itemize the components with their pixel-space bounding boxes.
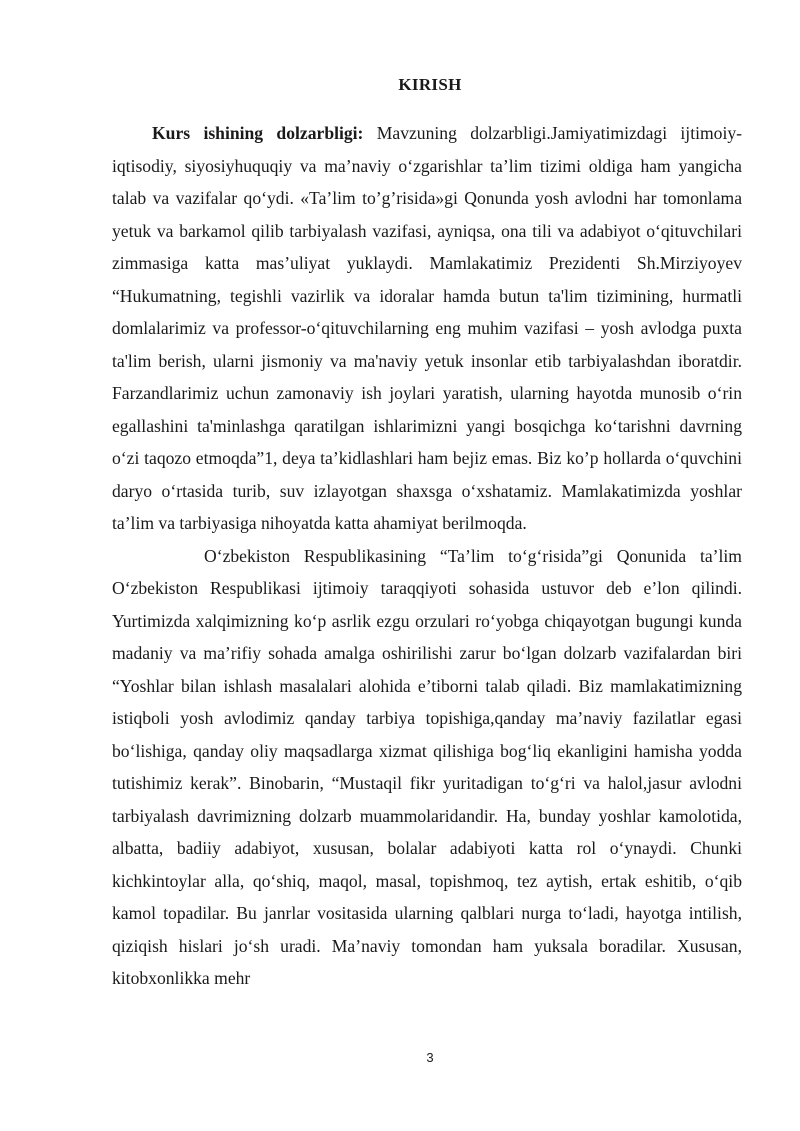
page-number: 3 (426, 1050, 434, 1065)
relevance-paragraph-text: Mavzuning dolzarbligi.Jamiyatimizdagi ijtimoiy-iqtisodiy, siyosiyhuquqiy va ma’naviy o‘zgarishlar ta’lim tizimi oldiga ham yangicha talab va vazifalar qo‘ydi. «Ta’lim to’g’risida»gi Qonunda yosh avlodni har tomonlama yetuk va barkamol qilib tarbiyalash vazifasi, ayniqsa, ona tili va adabiyot o‘qituvchilari zimmasiga katta mas’uliyat yuklaydi. Mamlakatimiz Prezidenti Sh.Mirziyoyev “Hukumatning, tegishli vazirlik va idoralar hamda butun ta'lim tizimining, hurmatli domlalarimiz va professor-o‘qituvchilarning eng muhim vazifasi – yosh avlodga puxta ta'lim berish, ularni jismoniy va ma'naviy yetuk insonlar etib tarbiyalashdan iboratdir. Farzandlarimiz uchun zamonaviy ish joylari yaratish, ularning hayotda munosib o‘rin egallashini ta'minlashga qaratilgan ishlarimizni yangi bosqichga ko‘tarishni davrning o‘zi taqozo etmoqda”1, deya ta’kidlashlari ham bejiz emas. Biz ko’p hollarda o‘quvchini daryo o‘rtasida turib, suv izlayotgan shaxsga o‘xshatamiz. Mamlakatimizda yoshlar ta’lim va tarbiyasiga nihoyatda katta ahamiyat berilmoqda. (112, 123, 742, 533)
paragraph-relevance (112, 117, 742, 540)
page-title: KIRISH (398, 75, 462, 94)
paragraph-education-law: O‘zbekiston Respublikasining “Ta’lim to‘g‘risida”gi Qonunida ta’lim O‘zbekiston Respublikasi ijtimoiy taraqqiyoti sohasida ustuvor deb e’lon qilindi. Yurtimizda xalqimizning ko‘p asrlik ezgu orzulari ro‘yobga chiqayotgan bugungi kunda madaniy va ma’rifiy sohada amalga oshirilishi zarur bo‘lgan dolzarb vazifalardan biri “Yoshlar bilan ishlash masalalari alohida e’tiborni talab qiladi. Biz mamlakatimizning istiqboli yosh avlodimiz qanday tarbiya topishiga,qanday ma’naviy fazilatlar egasi bo‘lishiga, qanday oliy maqsadlarga xizmat qilishiga bog‘liq ekanligini hamisha yodda tutishimiz kerak”. Binobarin, “Mustaqil fikr yuritadigan to‘g‘ri va halol,jasur avlodni tarbiyalash davrimizning dolzarb muammolaridandir. Ha, bunday yoshlar kamolotida, albatta, badiiy adabiyot, xususan, bolalar adabiyoti katta rol o‘ynaydi. Chunki kichkintoylar alla, qo‘shiq, maqol, masal, topishmoq, tez aytish, ertak eshitib, o‘qib kamol topadilar. Bu janrlar vositasida ularning qalblari nurga to‘ladi, hayotga intilish, qiziqish hislari jo‘sh uradi. Ma’naviy tomondan ham yuksala boradilar. Xususan, kitobxonlikka mehr (112, 545, 742, 988)
body-text (112, 117, 742, 995)
relevance-lead-label: Kurs ishining dolzarbligi: (152, 123, 364, 143)
